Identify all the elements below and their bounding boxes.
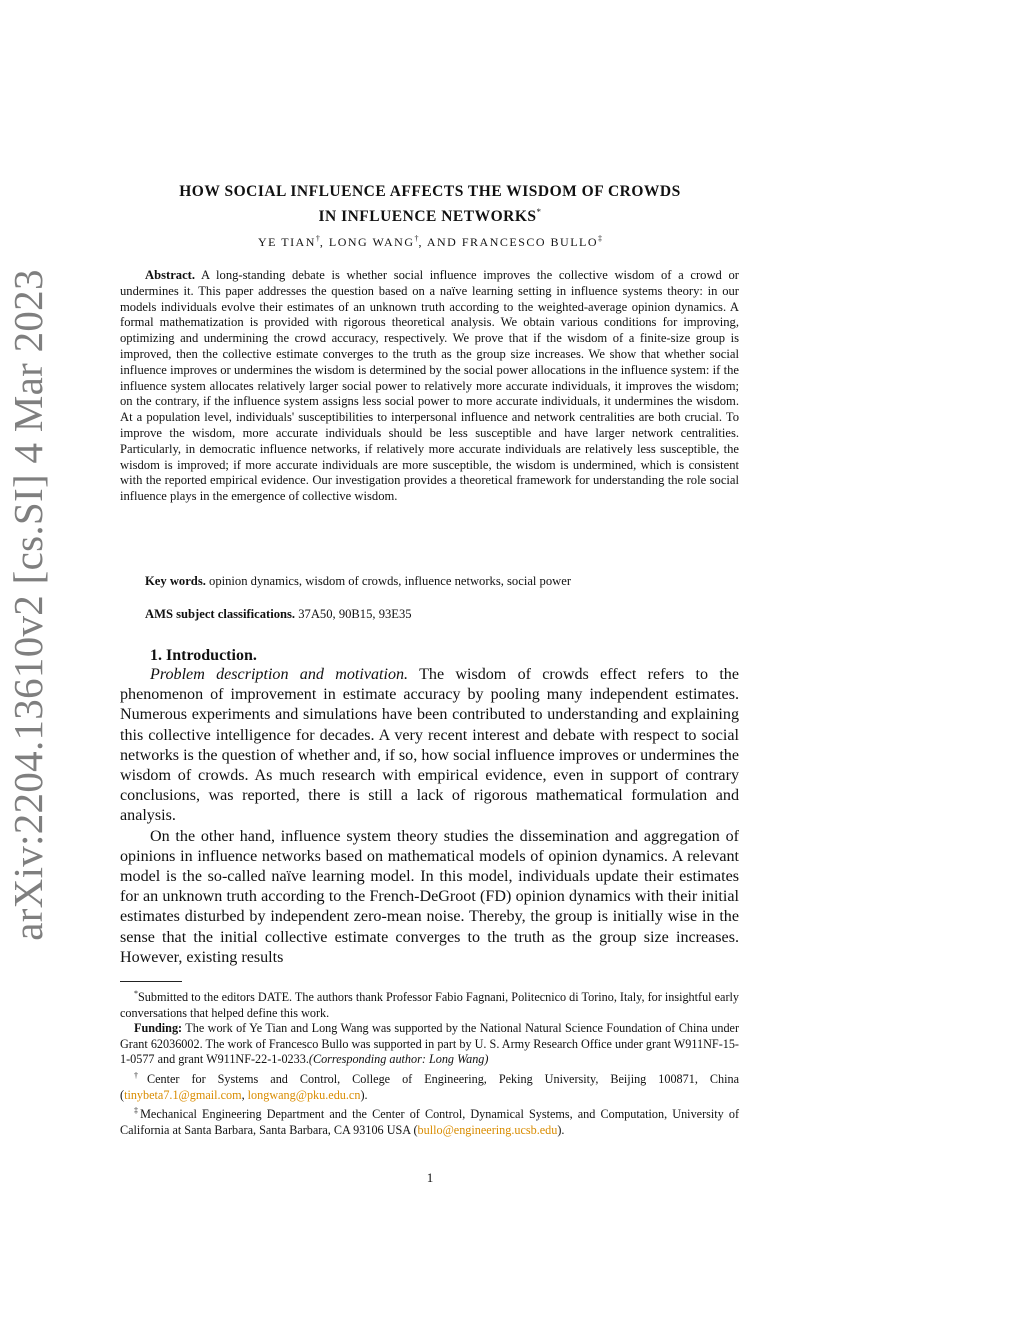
email-link-tian[interactable]: tinybeta7.1@gmail.com [124,1087,242,1102]
author-1-mark: † [315,234,320,243]
footnote-1-text: Submitted to the editors DATE. The authors thank Professor Fabio Fagnani, Politecnico di Torino, Italy, for insightful early conversations that helped define this work. [120,990,739,1020]
keywords [120,574,739,589]
keywords-text: opinion dynamics, wisdom of crowds, influence networks, social power [209,574,572,588]
paper-title [120,181,740,227]
author-list: YE TIAN†, LONG WANG†, AND FRANCESCO BULLO‡ [257,234,603,249]
abstract [120,268,739,505]
footnote-3-text: Mechanical Engineering Department and the Center of Control, Dynamical Systems, and Computation, University of California at Santa Barbara, Santa Barbara, CA 93106 USA [120,1107,740,1137]
author-2-mark: † [414,234,419,243]
funding-label: Funding: [134,1021,183,1036]
paragraph-2: On the other hand, influence system theory studies the dissemination and aggregation of opinions in influence networks based on mathematical models of opinion dynamics. A relevant model is the so-called naïve learning model. In this model, individuals update their estimates for an unknown truth according to the French-DeGroot (FD) opinion dynamics with their initial estimates disturbed by independent zero-mean noise. Thereby, the group is initially wise in the sense that the initial collective estimate converges to the truth as the group size increases. However, existing results [120,827,739,966]
author-3: FRANCESCO BULLO [461,235,599,249]
ams-text: 37A50, 90B15, 93E35 [298,607,412,621]
abstract-label: Abstract. [145,268,196,282]
section-heading [150,647,257,665]
body-text [120,665,739,968]
corresponding-author: (Corresponding author: Long Wang) [308,1052,489,1067]
email-link-bullo[interactable]: bullo@engineering.ucsb.edu [417,1122,558,1137]
author-2: LONG WANG [328,235,415,249]
footnote-1 [120,986,739,1021]
email-link-wang[interactable]: longwang@pku.edu.cn [247,1087,361,1102]
arxiv-side-stamp [0,0,56,1325]
keywords-label: Key words. [145,574,206,588]
paragraph-1-lead: Problem description and motivation. [150,666,409,683]
author-1: YE TIAN [257,235,316,249]
footnote-3-mark: ‡ [134,1106,141,1116]
section-title: Introduction. [166,647,257,664]
footnote-3: ‡Mechanical Engineering Department and the Center of Control, Dynamical Systems, and Computation, University of California at Santa Barbara, Santa Barbara, CA 93106 USA (bullo@engineering.ucsb.edu). [120,1106,740,1137]
footnote-1-mark: * [134,989,138,998]
ams-label: AMS subject classifications. [145,607,296,621]
funding-note [120,1021,739,1068]
author-conjunction: AND [426,235,458,249]
section-number: 1. [150,647,162,664]
footnotes [120,986,739,1139]
page-number: 1 [426,1170,434,1185]
footnote-2-mark: † [134,1071,147,1081]
arxiv-id: arXiv:2204.13610v2 [cs.SI] 4 Mar 2023 [5,269,51,941]
paragraph-1-text: The wisdom of crowds effect refers to the phenomenon of improvement in estimate accuracy by pooling many independent estimates. Numerous experiments and simulations have been contributed to understanding and explaining this collective intelligence for decades. A very recent interest and debate with respect to social networks is the question of whether and, if so, how social influence improves or undermines the wisdom of crowds. As much research with empirical evidence, even in support of contrary conclusions, was reported, there is still a lack of rigorous mathematical formulation and analysis. [120,666,739,825]
paragraph-1 [120,665,739,827]
funding-text: The work of Ye Tian and Long Wang was supported by the National Natural Science Foundation of China under Grant 62036002. The work of Francesco Bullo was supported in part by U. S. Army Research Office under grant W911NF-15-1-0577 and grant W911NF-22-1-0233. [120,1021,740,1067]
title-line-1: HOW SOCIAL INFLUENCE AFFECTS THE WISDOM OF CROWDS [179,183,681,200]
title-line-2: IN INFLUENCE NETWORKS [318,208,537,226]
abstract-text: A long-standing debate is whether social influence improves the collective wisdom of a crowd or undermines it. This paper addresses the question based on a naïve learning setting in influence systems theory: in our models individuals evolve their estimates of an unknown truth according to the weighted-average opinion dynamics. A formal mathematization is provided with rigorous theoretical analysis. We obtain various conditions for improving, optimizing and undermining the crowd accuracy, respectively. We prove that if the wisdom of a finite-size group is improved, then the collective estimate converges to the truth as the group size increases. We show that whether social influence improves or undermines the wisdom is determined by the social power allocations in the influence system: if the influence system allocates relatively larger social power to relatively more accurate individuals, it improves the wisdom; on the contrary, if the influence system assigns less social power to more accurate individuals, it undermines the wisdom. At a population level, individuals' susceptibilities to interpersonal influence and network centralities are both crucial. To improve the wisdom, more accurate individuals should be less susceptible and have larger network centralities. Particularly, in democratic influence networks, if relatively more accurate individuals are relatively less susceptible, the wisdom is improved; if more accurate individuals are more susceptible, the wisdom is undermined, which is consistent with the reported empirical evidence. Our investigation provides a theoretical framework for understanding the role social influence plays in the emergence of collective wisdom. [120,268,739,504]
title-footnote-mark: * [536,207,542,217]
author-3-mark: ‡ [598,234,603,243]
footnote-2-text: Center for Systems and Control, College of Engineering, Peking University, Beijing 100871, China [146,1072,739,1087]
footnote-2: †Center for Systems and Control, College of Engineering, Peking University, Beijing 100871, China (tinybeta7.1@gmail.com, longwang@pku.edu.cn). [120,1071,739,1102]
footnote-rule [120,981,182,982]
ams-classifications [120,607,739,622]
